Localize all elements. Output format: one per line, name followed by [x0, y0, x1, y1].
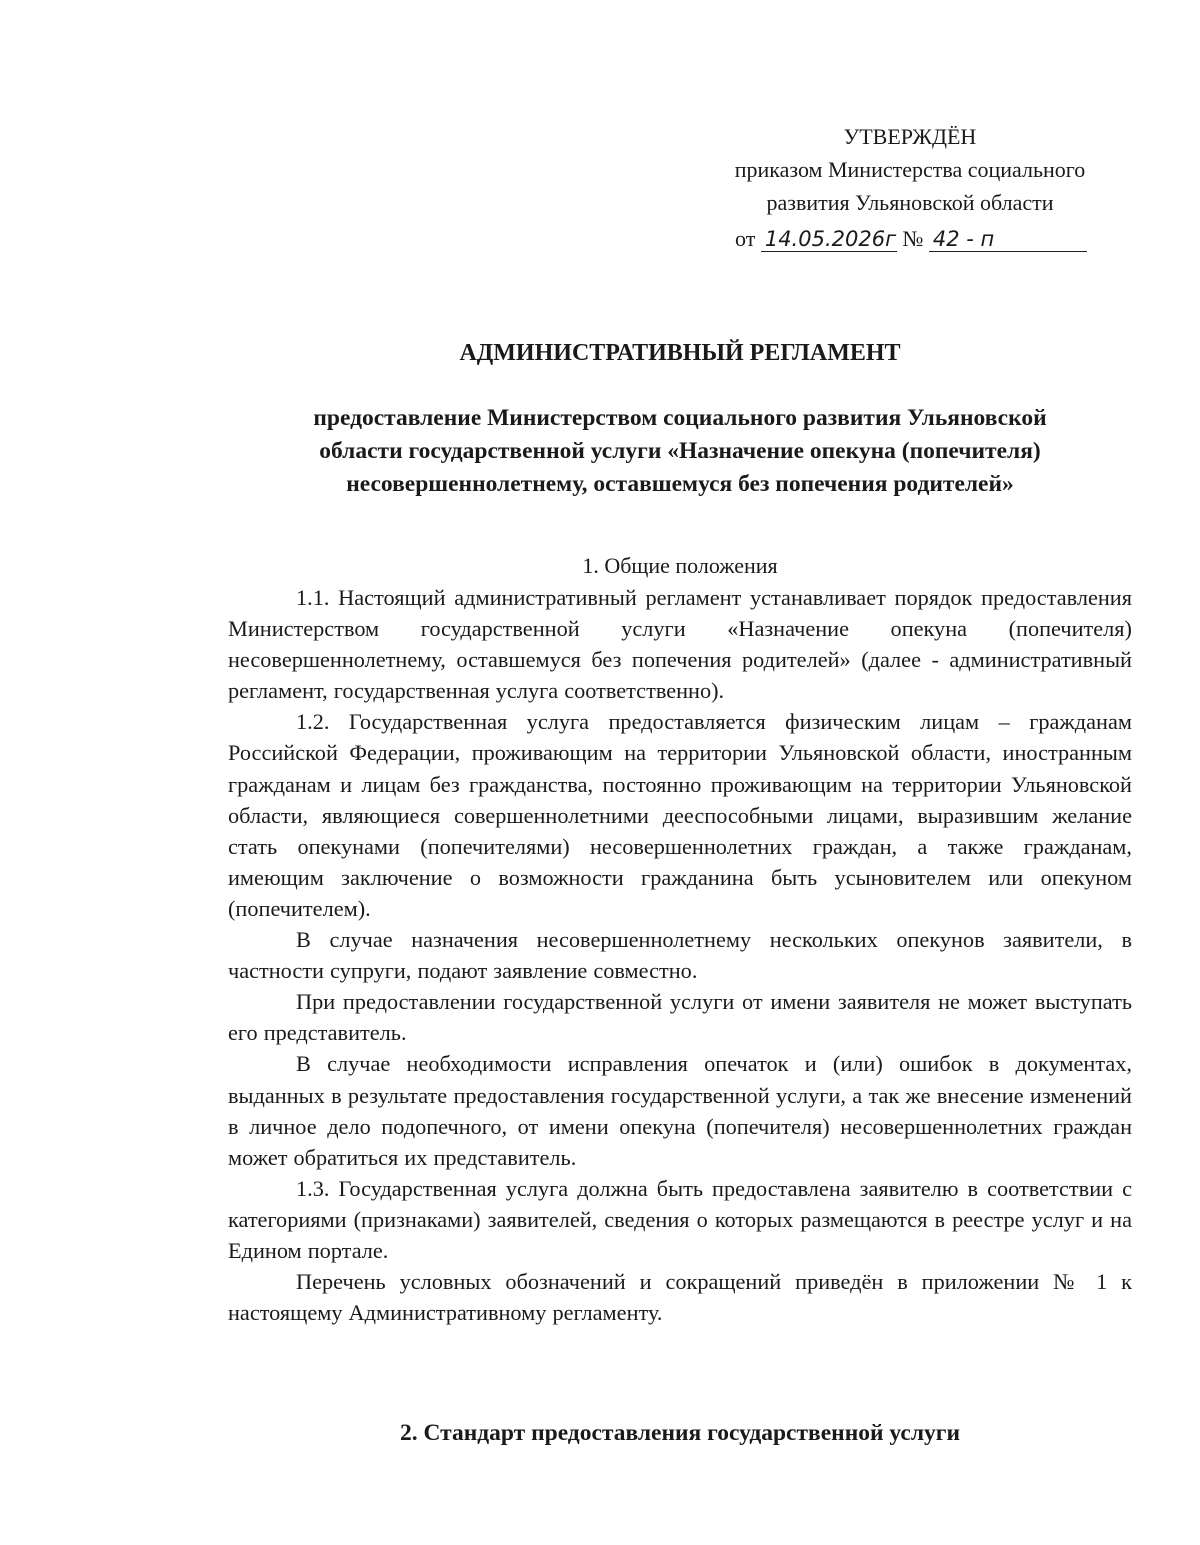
- approval-line-2: развития Ульяновской области: [766, 190, 1054, 215]
- paragraph-joint-application: В случае назначения несовершеннолетнему нескольких опекунов заявители, в частности супруги, подают заявление совместно.: [228, 927, 1132, 984]
- subtitle-line-3: несовершеннолетнему, оставшемуся без попечения родителей»: [346, 471, 1014, 497]
- approval-line-1: приказом Министерства социального: [734, 157, 1086, 182]
- paragraph-1-3: 1.3. Государственная услуга должна быть предоставлена заявителю в соответствии с категориями (признаками) заявителей, сведения о которых размещаются в реестре услуг и на Едином портале.: [228, 1175, 1132, 1263]
- subtitle-line-2: области государственной услуги «Назначение опекуна (попечителя): [319, 438, 1041, 464]
- document-title: АДМИНИСТРАТИВНЫЙ РЕГЛАМЕНТ: [459, 340, 901, 366]
- paragraph-abbreviations: Перечень условных обозначений и сокращений приведён в приложении № 1 к настоящему Административному регламенту.: [228, 1269, 1132, 1326]
- paragraph-corrections: В случае необходимости исправления опечаток и (или) ошибок в документах, выданных в результате предоставления государственной услуги, а так же внесение изменений в личное дело подопечного, от имени опекуна (попечителя) несовершеннолетних граждан может обратиться их представитель.: [228, 1051, 1132, 1170]
- handwritten-number: 42 - п: [929, 227, 1087, 252]
- from-label: от: [735, 226, 756, 251]
- paragraph-1-1: 1.1. Настоящий административный регламент устанавливает порядок предоставления Министерством государственной услуги «Назначение опекуна (попечителя) несовершеннолетнему, оставшемуся без попечения родителей» (далее - административный регламент, государственная услуга соответственно).: [228, 585, 1132, 704]
- section-2-heading: 2. Стандарт предоставления государственной услуги: [399, 1420, 961, 1446]
- approval-heading: УТВЕРЖДЁН: [843, 124, 977, 149]
- paragraph-no-representative: При предоставлении государственной услуги от имени заявителя не может выступать его представитель.: [228, 989, 1132, 1046]
- paragraph-1-2: 1.2. Государственная услуга предоставляется физическим лицам – гражданам Российской Федерации, проживающим на территории Ульяновской области, иностранным гражданам и лицам без гражданства, постоянно проживающим на территории Ульяновской области, являющиеся совершеннолетними дееспособными лицами, выразившим желание стать опекунами (попечителями) несовершеннолетних граждан, а также гражданам, имеющим заключение о возможности гражданина быть усыновителем или опекуном (попечителем).: [228, 709, 1132, 921]
- document-subtitle: [230, 402, 1130, 501]
- number-label: №: [902, 226, 924, 251]
- subtitle-line-1: предоставление Министерством социального развития Ульяновской: [313, 405, 1047, 431]
- section-1-heading: 1. Общие положения: [582, 553, 778, 578]
- approval-stamp: [690, 120, 1130, 255]
- handwritten-date: 14.05.2026г: [761, 227, 897, 252]
- approval-order-line: [690, 222, 1130, 255]
- document-body: [228, 582, 1132, 1328]
